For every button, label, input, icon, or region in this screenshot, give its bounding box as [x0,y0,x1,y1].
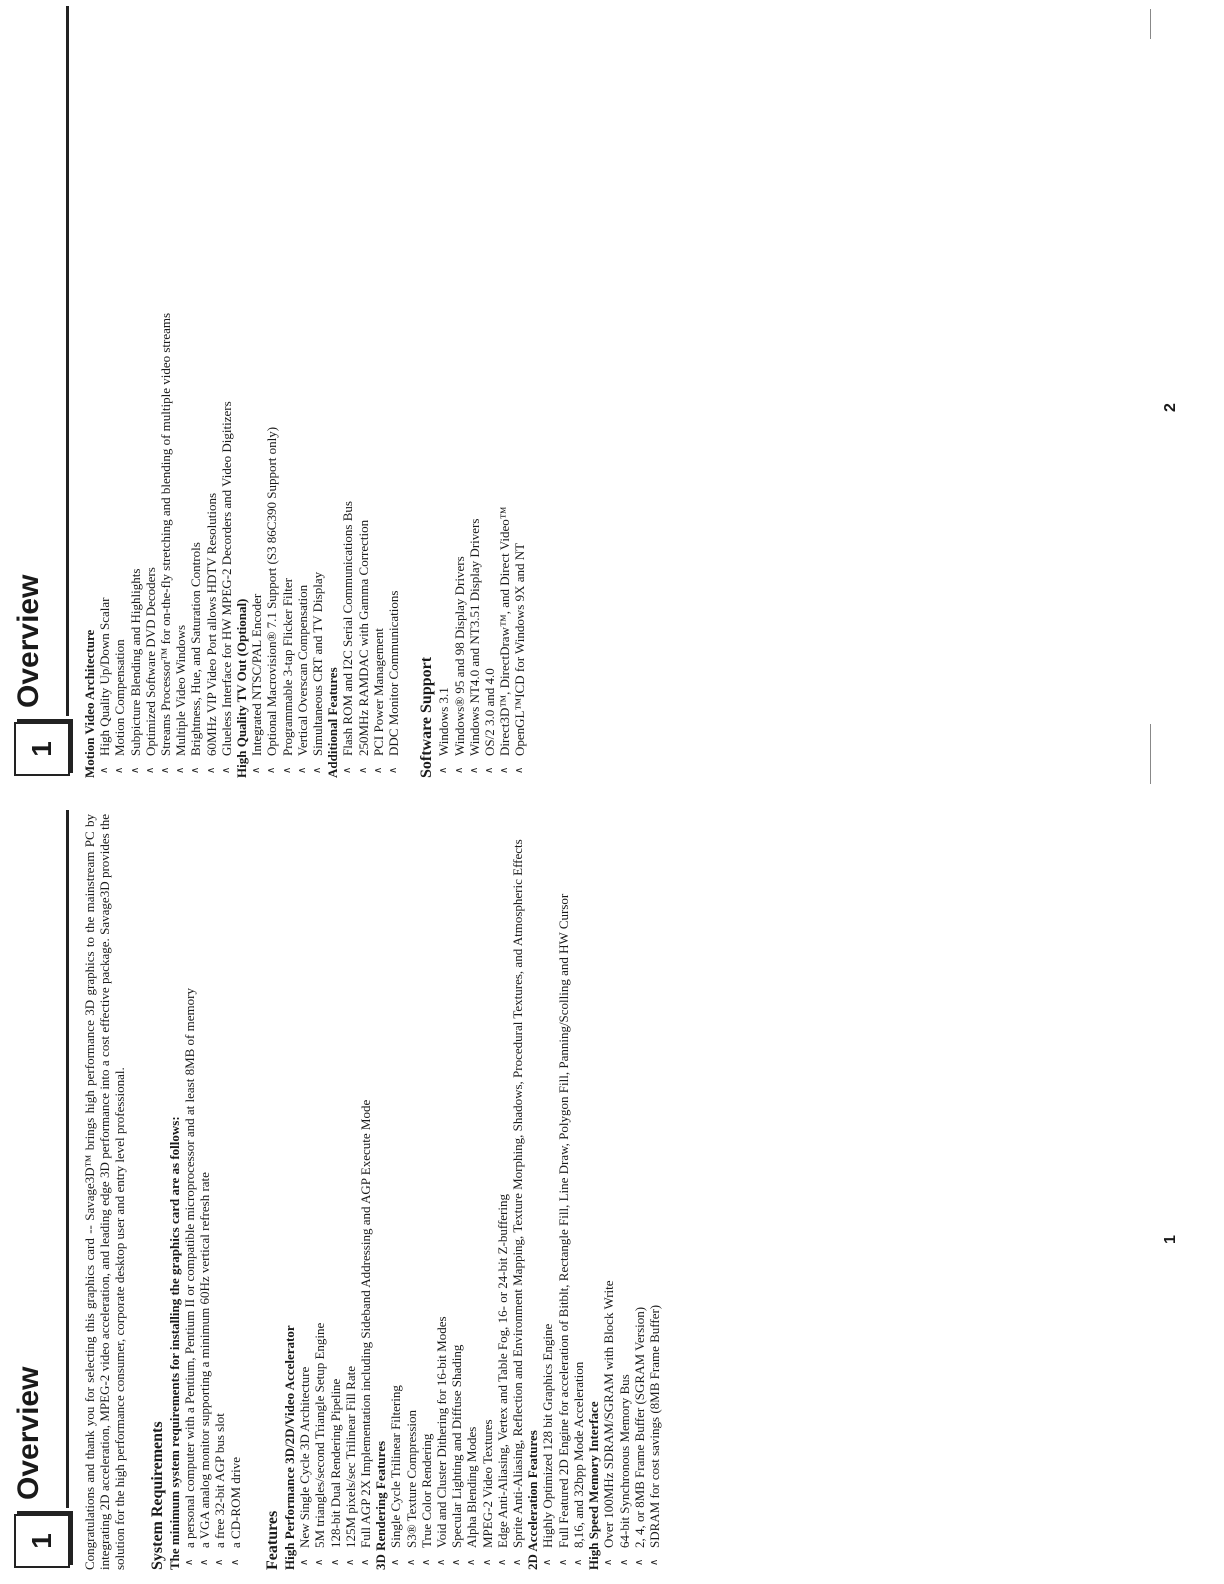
list-item [495,814,510,1570]
bullet-icon: ∧ [184,1558,196,1566]
list-item [356,10,371,778]
list-item-text: Subpicture Blending and Highlights [127,568,143,756]
list-item [328,814,343,1570]
rendering-features-heading: 3D Rendering Features [373,1440,389,1570]
page-header [10,810,72,1574]
bullet-icon: ∧ [342,766,354,774]
bullet-icon: ∧ [481,1558,493,1566]
list-item-text: Edge Anti-Aliasing, Vertex and Table Fog, 16- or 24-bit Z-buffering [494,1194,510,1548]
list-item-text: Windows 3.1 [436,687,452,756]
bullet-icon: ∧ [557,1558,569,1566]
list-item-text: Streams Processor™ for on-the-fly stretching and blending of multiple video streams [158,312,174,756]
bullet-icon: ∧ [296,766,308,774]
list-item-text: Single Cycle Trilinear Filtering [388,1385,404,1548]
bullet-icon: ∧ [190,766,202,774]
bullet-icon: ∧ [438,766,450,774]
list-item-text: Specular Lighting and Diffuse Shading [449,1344,465,1548]
list-item-text: Glueless Interface for HW MPEG-2 Decorders and Video Digitizers [218,401,234,756]
list-item-text: MPEG-2 Video Textures [479,1419,495,1548]
bullet-icon: ∧ [542,1558,554,1566]
additional-features-list [340,10,401,778]
intro-paragraph: Congratulations and thank you for selecting this graphics card -- Savage3D™ brings high performance 3D graphics to the mainstream PC by integrating 2D acceleration, MPEG-2 video acceleration, and leading edge 3D performance into a cost effective package. Savage3D provides the solution for the high performance consumer, corporate desktop user and entry level professional. [82,814,128,1570]
list-item-text: Sprite Anti-Aliasing, Reflection and Environment Mapping, Texture Morphing, Shadows, Procedural Textures, and Atmospheric Effects [510,839,526,1548]
list-item [343,814,358,1570]
list-item-text: Full AGP 2X Implementation including Sideband Addressing and AGP Execute Mode [358,1099,374,1548]
additional-features-heading: Additional Features [325,667,341,778]
list-item [128,10,143,778]
list-item [280,10,295,778]
list-item [452,10,467,778]
list-item-text: 2, 4, or 8MB Frame Buffer (SGRAM Version) [631,1306,647,1548]
list-item-text: 64-bit Synchronous Memory Bus [616,1374,632,1548]
bullet-icon: ∧ [468,766,480,774]
bullet-icon: ∧ [466,1558,478,1566]
bullet-icon: ∧ [214,1558,226,1566]
list-item-text: Flash ROM and I2C Serial Communications Bus [340,501,356,756]
tv-out-list [249,10,325,778]
list-item [497,10,512,778]
list-item-text: Alpha Blending Modes [464,1426,480,1548]
bullet-icon: ∧ [512,1558,524,1566]
list-item [264,10,279,778]
list-item-text: a CD-ROM drive [227,1457,243,1548]
spacer [401,10,419,778]
bullet-icon: ∧ [388,766,400,774]
list-item [312,814,327,1570]
bullet-icon: ∧ [129,766,141,774]
system-requirements-heading: System Requirements [148,1421,166,1570]
list-item-text: 60MHz VIP Video Port allows HDTV Resolutions [203,492,219,756]
list-item [295,10,310,778]
list-item-text: Over 100MHz SDRAM/SGRAM with Block Write [601,1280,617,1548]
page-title: Overview [12,574,45,708]
list-item [617,814,632,1570]
list-item [158,10,173,778]
list-item [540,814,555,1570]
list-item-text: Windows NT4.0 and NT3.51 Display Drivers [466,518,482,756]
header-rule [66,810,69,1508]
bullet-icon: ∧ [618,1558,630,1566]
bullet-icon: ∧ [199,1558,211,1566]
list-item [388,814,403,1570]
software-support-heading: Software Support [418,656,436,778]
bullet-icon: ∧ [436,1558,448,1566]
page-body [82,814,662,1570]
bullet-icon: ∧ [299,1558,311,1566]
bullet-icon: ∧ [603,1558,615,1566]
list-item [212,814,227,1570]
software-support-list [436,10,527,778]
bullet-icon: ∧ [405,1558,417,1566]
list-item [228,814,243,1570]
chapter-number-box: 1 [14,722,70,776]
bullet-icon: ∧ [175,766,187,774]
bullet-icon: ∧ [312,766,324,774]
bullet-icon: ∧ [329,1558,341,1566]
bullet-icon: ∧ [453,766,465,774]
list-item-text: New Single Cycle 3D Architecture [297,1366,313,1548]
memory-interface-list [601,814,662,1570]
list-item-text: DDC Monitor Communications [386,590,402,756]
list-item [143,10,158,778]
bullet-icon: ∧ [496,1558,508,1566]
bullet-icon: ∧ [229,1558,241,1566]
motion-video-list [97,10,234,778]
list-item [340,10,355,778]
list-item [219,10,234,778]
list-item-text: Highly Optimized 128 bit Graphics Engine [540,1323,556,1548]
list-item-text: True Color Rendering [418,1433,434,1548]
list-item-text: Simultaneous CRT and TV Display [310,571,326,756]
system-requirements-lead: The minimum system requirements for installing the graphics card are as follows: [166,1116,182,1570]
list-item [358,814,373,1570]
list-item [188,10,203,778]
bullet-icon: ∧ [251,766,263,774]
bullet-icon: ∧ [514,766,526,774]
page-number: 1 [1162,1235,1179,1244]
bullet-icon: ∧ [499,766,511,774]
list-item [182,814,197,1570]
list-item [112,10,127,778]
memory-interface-heading: High Speed Memory Interface [586,1401,602,1570]
features-heading: Features [263,1510,281,1570]
list-item-text: Full Featured 2D Engine for acceleration of Bitblt, Rectangle Fill, Line Draw, Polygon Fill, Panning/Scolling and HW Cursor [555,893,571,1548]
list-item-text: Programmable 3-tap Flicker Filter [279,578,295,756]
bullet-icon: ∧ [344,1558,356,1566]
list-item-text: 250MHz RAMDAC with Gamma Correction [355,519,371,756]
acceleration-features-list [540,814,586,1570]
bullet-icon: ∧ [357,766,369,774]
list-item [434,814,449,1570]
bullet-icon: ∧ [360,1558,372,1566]
list-item [510,814,525,1570]
page-number: 2 [1162,403,1179,412]
list-item [197,814,212,1570]
list-item-text: Direct3D™, DirectDraw™, and Direct Video™ [497,506,513,756]
list-item-text: a VGA analog monitor supporting a minimum 60Hz vertical refresh rate [197,1172,213,1548]
list-item [310,10,325,778]
motion-video-heading: Motion Video Architecture [82,629,97,778]
high-performance-heading: High Performance 3D/2D/Video Accelerator [282,1325,298,1570]
list-item [480,814,495,1570]
list-item [556,814,571,1570]
list-item [464,814,479,1570]
list-item-text: a free 32-bit AGP bus slot [212,1413,228,1548]
scan-artifact-line [1150,724,1153,784]
bullet-icon: ∧ [648,1558,660,1566]
list-item-text: Integrated NTSC/PAL Encoder [249,593,265,756]
list-item-text: S3® Texture Compression [403,1410,419,1548]
bullet-icon: ∧ [451,1558,463,1566]
list-item-text: 5M triangles/second Triangle Setup Engine [312,1322,328,1548]
bullet-icon: ∧ [114,766,126,774]
system-requirements-list [182,814,243,1570]
list-item-text: OS/2 3.0 and 4.0 [482,668,498,756]
rendering-features-list [388,814,525,1570]
list-item [386,10,401,778]
list-item [419,814,434,1570]
bullet-icon: ∧ [205,766,217,774]
bullet-icon: ∧ [420,1558,432,1566]
bullet-icon: ∧ [484,766,496,774]
list-item [249,10,264,778]
bullet-icon: ∧ [572,1558,584,1566]
list-item [173,10,188,778]
scan-artifact-line [1150,9,1153,39]
bullet-icon: ∧ [390,1558,402,1566]
list-item-text: SDRAM for cost savings (8MB Frame Buffer) [646,1304,662,1548]
list-item [571,814,586,1570]
list-item-text: Optimized Software DVD Decoders [142,567,158,756]
list-item-text: 125M pixels/sec Trilinear Fill Rate [342,1366,358,1548]
bullet-icon: ∧ [281,766,293,774]
high-performance-list [297,814,373,1570]
list-item-text: a personal computer with a Pentium, Pentium II or compatible microprocessor and at least 8MB of memory [182,988,198,1548]
list-item-text: Motion Compensation [112,639,128,756]
list-item-text: 8,16, and 32bpp Mode Acceleration [570,1361,586,1548]
bullet-icon: ∧ [266,766,278,774]
list-item-text: Multiple Video Windows [173,624,189,756]
list-item-text: PCI Power Management [370,628,386,756]
list-item [97,10,112,778]
list-item-text: Windows® 95 and 98 Display Drivers [451,556,467,756]
list-item [297,814,312,1570]
list-item-text: Vertical Overscan Compensation [294,584,310,756]
bullet-icon: ∧ [99,766,111,774]
chapter-number-box: 1 [14,1514,70,1568]
list-item [601,814,616,1570]
list-item [204,10,219,778]
header-rule [66,6,69,716]
list-item-text: Brightness, Hue, and Saturation Controls [188,542,204,756]
list-item-text: High Quality Up/Down Scalar [97,597,113,756]
list-item-text: OpenGL™ICD for Windows 9X and NT [512,542,528,756]
bullet-icon: ∧ [314,1558,326,1566]
list-item [482,10,497,778]
bullet-icon: ∧ [144,766,156,774]
tv-out-heading: High Quality TV Out (Optional) [234,598,250,778]
list-item [467,10,482,778]
list-item-text: 128-bit Dual Rendering Pipeline [327,1378,343,1548]
list-item [647,814,662,1570]
list-item [449,814,464,1570]
bullet-icon: ∧ [160,766,172,774]
bullet-icon: ∧ [372,766,384,774]
bullet-icon: ∧ [220,766,232,774]
list-item [632,814,647,1570]
list-item [371,10,386,778]
list-item [404,814,419,1570]
list-item-text: Optional Macrovision® 7.1 Support (S3 86C390 Support only) [264,426,280,756]
list-item-text: Void and Cluster Dithering for 16-bit Modes [434,1316,450,1548]
page-title: Overview [12,1366,45,1500]
page-header [10,6,72,782]
list-item [512,10,527,778]
bullet-icon: ∧ [633,1558,645,1566]
page-1 [0,804,1224,1584]
acceleration-features-heading: 2D Acceleration Features [525,1430,541,1570]
page-body [82,10,528,778]
list-item [436,10,451,778]
